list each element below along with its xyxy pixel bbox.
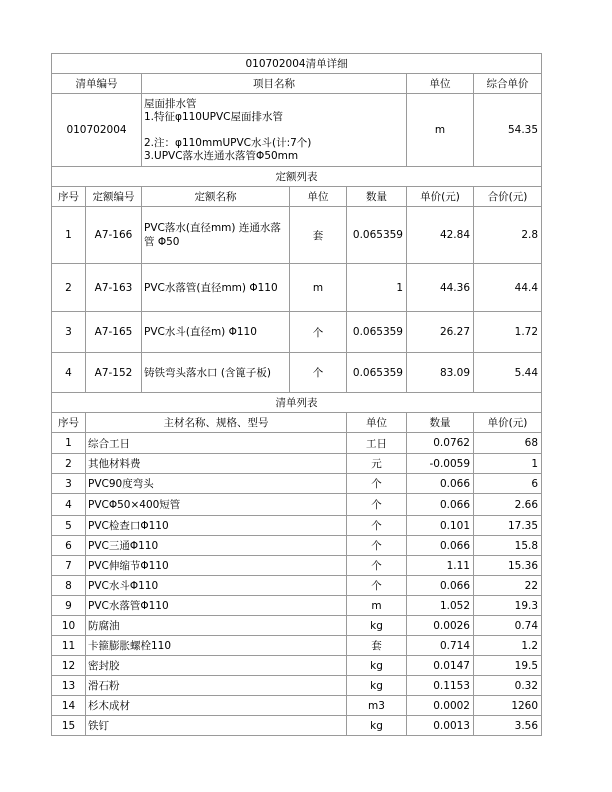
material-no: 12	[52, 656, 86, 676]
material-price: 19.5	[474, 656, 542, 676]
material-unit: kg	[347, 616, 407, 636]
bill-desc-line: 1.特征φ110UPVC屋面排水管	[144, 110, 284, 123]
material-qty: 0.0026	[407, 616, 474, 636]
material-name: 密封胶	[86, 656, 347, 676]
material-row	[52, 494, 542, 516]
material-no: 7	[52, 556, 86, 576]
material-no: 9	[52, 596, 86, 616]
quota-unit: m	[290, 264, 347, 312]
bill-name-header: 项目名称	[142, 74, 407, 94]
bill-header-row	[52, 74, 542, 94]
material-qty: 0.0147	[407, 656, 474, 676]
material-unit: 套	[347, 636, 407, 656]
material-qty: 0.714	[407, 636, 474, 656]
table-title: 010702004清单详细	[52, 54, 542, 74]
quota-section-title: 定额列表	[52, 167, 542, 187]
material-unit: 个	[347, 474, 407, 494]
bill-desc-line: 屋面排水管	[144, 97, 197, 110]
material-qty: 0.066	[407, 576, 474, 596]
material-name: PVC90度弯头	[86, 474, 347, 494]
material-row	[52, 433, 542, 454]
material-price: 19.3	[474, 596, 542, 616]
material-no: 5	[52, 516, 86, 536]
material-no: 4	[52, 494, 86, 516]
material-unit: 工日	[347, 433, 407, 454]
material-qty: 0.1153	[407, 676, 474, 696]
material-unit: 个	[347, 536, 407, 556]
material-row	[52, 596, 542, 616]
material-qty: 0.101	[407, 516, 474, 536]
material-row	[52, 716, 542, 736]
quota-unit: 个	[290, 353, 347, 393]
quota-name: PVC水落管(直径mm) Φ110	[142, 264, 290, 312]
quota-qty: 0.065359	[347, 312, 407, 353]
quota-total: 5.44	[474, 353, 542, 393]
quota-header-qty: 数量	[347, 187, 407, 207]
material-qty: 0.066	[407, 494, 474, 516]
material-name: 杉木成材	[86, 696, 347, 716]
material-row	[52, 474, 542, 494]
quota-price: 42.84	[407, 207, 474, 264]
material-name: PVCΦ50×400短管	[86, 494, 347, 516]
material-section-title: 清单列表	[52, 393, 542, 413]
material-qty: 0.066	[407, 474, 474, 494]
material-name: 滑石粉	[86, 676, 347, 696]
material-row	[52, 576, 542, 596]
material-unit: 元	[347, 454, 407, 474]
quota-row	[52, 312, 542, 353]
quota-total: 44.4	[474, 264, 542, 312]
quota-code: A7-163	[86, 264, 142, 312]
quota-row	[52, 264, 542, 312]
quota-unit: 个	[290, 312, 347, 353]
quota-code: A7-152	[86, 353, 142, 393]
material-name: PVC检查口Φ110	[86, 516, 347, 536]
material-row	[52, 454, 542, 474]
material-qty: 0.0762	[407, 433, 474, 454]
quota-header-no: 序号	[52, 187, 86, 207]
quota-price: 26.27	[407, 312, 474, 353]
quota-header-unit: 单位	[290, 187, 347, 207]
quota-row	[52, 207, 542, 264]
quota-price: 83.09	[407, 353, 474, 393]
material-name: PVC伸缩节Φ110	[86, 556, 347, 576]
material-header-name: 主材名称、规格、型号	[86, 413, 347, 433]
material-name: 防腐油	[86, 616, 347, 636]
material-unit: 个	[347, 556, 407, 576]
material-qty: 1.052	[407, 596, 474, 616]
quota-no: 1	[52, 207, 86, 264]
material-name: 卡箍膨胀螺栓110	[86, 636, 347, 656]
quota-section-row	[52, 167, 542, 187]
material-price: 1	[474, 454, 542, 474]
material-qty: 0.0013	[407, 716, 474, 736]
material-no: 8	[52, 576, 86, 596]
material-price: 2.66	[474, 494, 542, 516]
material-price: 15.36	[474, 556, 542, 576]
material-unit: m3	[347, 696, 407, 716]
material-price: 68	[474, 433, 542, 454]
quota-qty: 0.065359	[347, 207, 407, 264]
material-row	[52, 556, 542, 576]
bill-row	[52, 94, 542, 167]
material-price: 15.8	[474, 536, 542, 556]
material-header-no: 序号	[52, 413, 86, 433]
material-no: 15	[52, 716, 86, 736]
material-unit: kg	[347, 676, 407, 696]
material-price: 17.35	[474, 516, 542, 536]
bill-code-header: 清单编号	[52, 74, 142, 94]
quota-header-row	[52, 187, 542, 207]
material-price: 3.56	[474, 716, 542, 736]
material-no: 3	[52, 474, 86, 494]
material-no: 10	[52, 616, 86, 636]
material-unit: kg	[347, 656, 407, 676]
quota-total: 1.72	[474, 312, 542, 353]
bill-unit: m	[407, 94, 474, 167]
material-unit: kg	[347, 716, 407, 736]
material-section-row	[52, 393, 542, 413]
material-header-row	[52, 413, 542, 433]
material-unit: 个	[347, 494, 407, 516]
bill-desc-line: 3.UPVC落水连通水落管Φ50mm	[144, 149, 299, 162]
material-header-unit: 单位	[347, 413, 407, 433]
material-name: PVC水斗Φ110	[86, 576, 347, 596]
quota-name: PVC水斗(直径m) Φ110	[142, 312, 290, 353]
title-row	[52, 54, 542, 74]
material-name: 其他材料费	[86, 454, 347, 474]
material-unit: 个	[347, 516, 407, 536]
quota-name: 铸铁弯头落水口 (含篦子板)	[142, 353, 290, 393]
material-row	[52, 636, 542, 656]
quota-price: 44.36	[407, 264, 474, 312]
quota-qty: 1	[347, 264, 407, 312]
material-header-price: 单价(元)	[474, 413, 542, 433]
material-no: 6	[52, 536, 86, 556]
material-price: 0.74	[474, 616, 542, 636]
material-no: 14	[52, 696, 86, 716]
quota-code: A7-166	[86, 207, 142, 264]
quota-header-name: 定额名称	[142, 187, 290, 207]
material-header-qty: 数量	[407, 413, 474, 433]
bill-price-header: 综合单价	[474, 74, 542, 94]
quota-header-total: 合价(元)	[474, 187, 542, 207]
material-row	[52, 696, 542, 716]
quota-header-price: 单价(元)	[407, 187, 474, 207]
bill-desc-line	[144, 124, 404, 137]
material-price: 6	[474, 474, 542, 494]
quota-total: 2.8	[474, 207, 542, 264]
material-qty: 0.0002	[407, 696, 474, 716]
material-qty: 0.066	[407, 536, 474, 556]
material-row	[52, 536, 542, 556]
quota-no: 3	[52, 312, 86, 353]
material-name: PVC三通Φ110	[86, 536, 347, 556]
material-no: 1	[52, 433, 86, 454]
material-price: 1.2	[474, 636, 542, 656]
bill-detail-table	[51, 53, 542, 736]
material-name: PVC水落管Φ110	[86, 596, 347, 616]
quota-no: 4	[52, 353, 86, 393]
quota-header-code: 定额编号	[86, 187, 142, 207]
bill-description	[142, 94, 407, 167]
bill-unit-header: 单位	[407, 74, 474, 94]
material-row	[52, 516, 542, 536]
material-qty: -0.0059	[407, 454, 474, 474]
material-row	[52, 616, 542, 636]
quota-qty: 0.065359	[347, 353, 407, 393]
bill-code: 010702004	[52, 94, 142, 167]
material-name: 铁钉	[86, 716, 347, 736]
material-no: 13	[52, 676, 86, 696]
quota-no: 2	[52, 264, 86, 312]
bill-desc-line: 2.注：φ110mmUPVC水斗(计:7个)	[144, 136, 312, 149]
material-unit: 个	[347, 576, 407, 596]
quota-code: A7-165	[86, 312, 142, 353]
quota-name: PVC落水(直径mm) 连通水落管 Φ50	[142, 207, 290, 264]
material-price: 22	[474, 576, 542, 596]
material-row	[52, 676, 542, 696]
material-qty: 1.11	[407, 556, 474, 576]
material-name: 综合工日	[86, 433, 347, 454]
material-no: 2	[52, 454, 86, 474]
quota-row	[52, 353, 542, 393]
material-no: 11	[52, 636, 86, 656]
material-price: 1260	[474, 696, 542, 716]
material-row	[52, 656, 542, 676]
material-unit: m	[347, 596, 407, 616]
material-price: 0.32	[474, 676, 542, 696]
quota-unit: 套	[290, 207, 347, 264]
bill-price: 54.35	[474, 94, 542, 167]
